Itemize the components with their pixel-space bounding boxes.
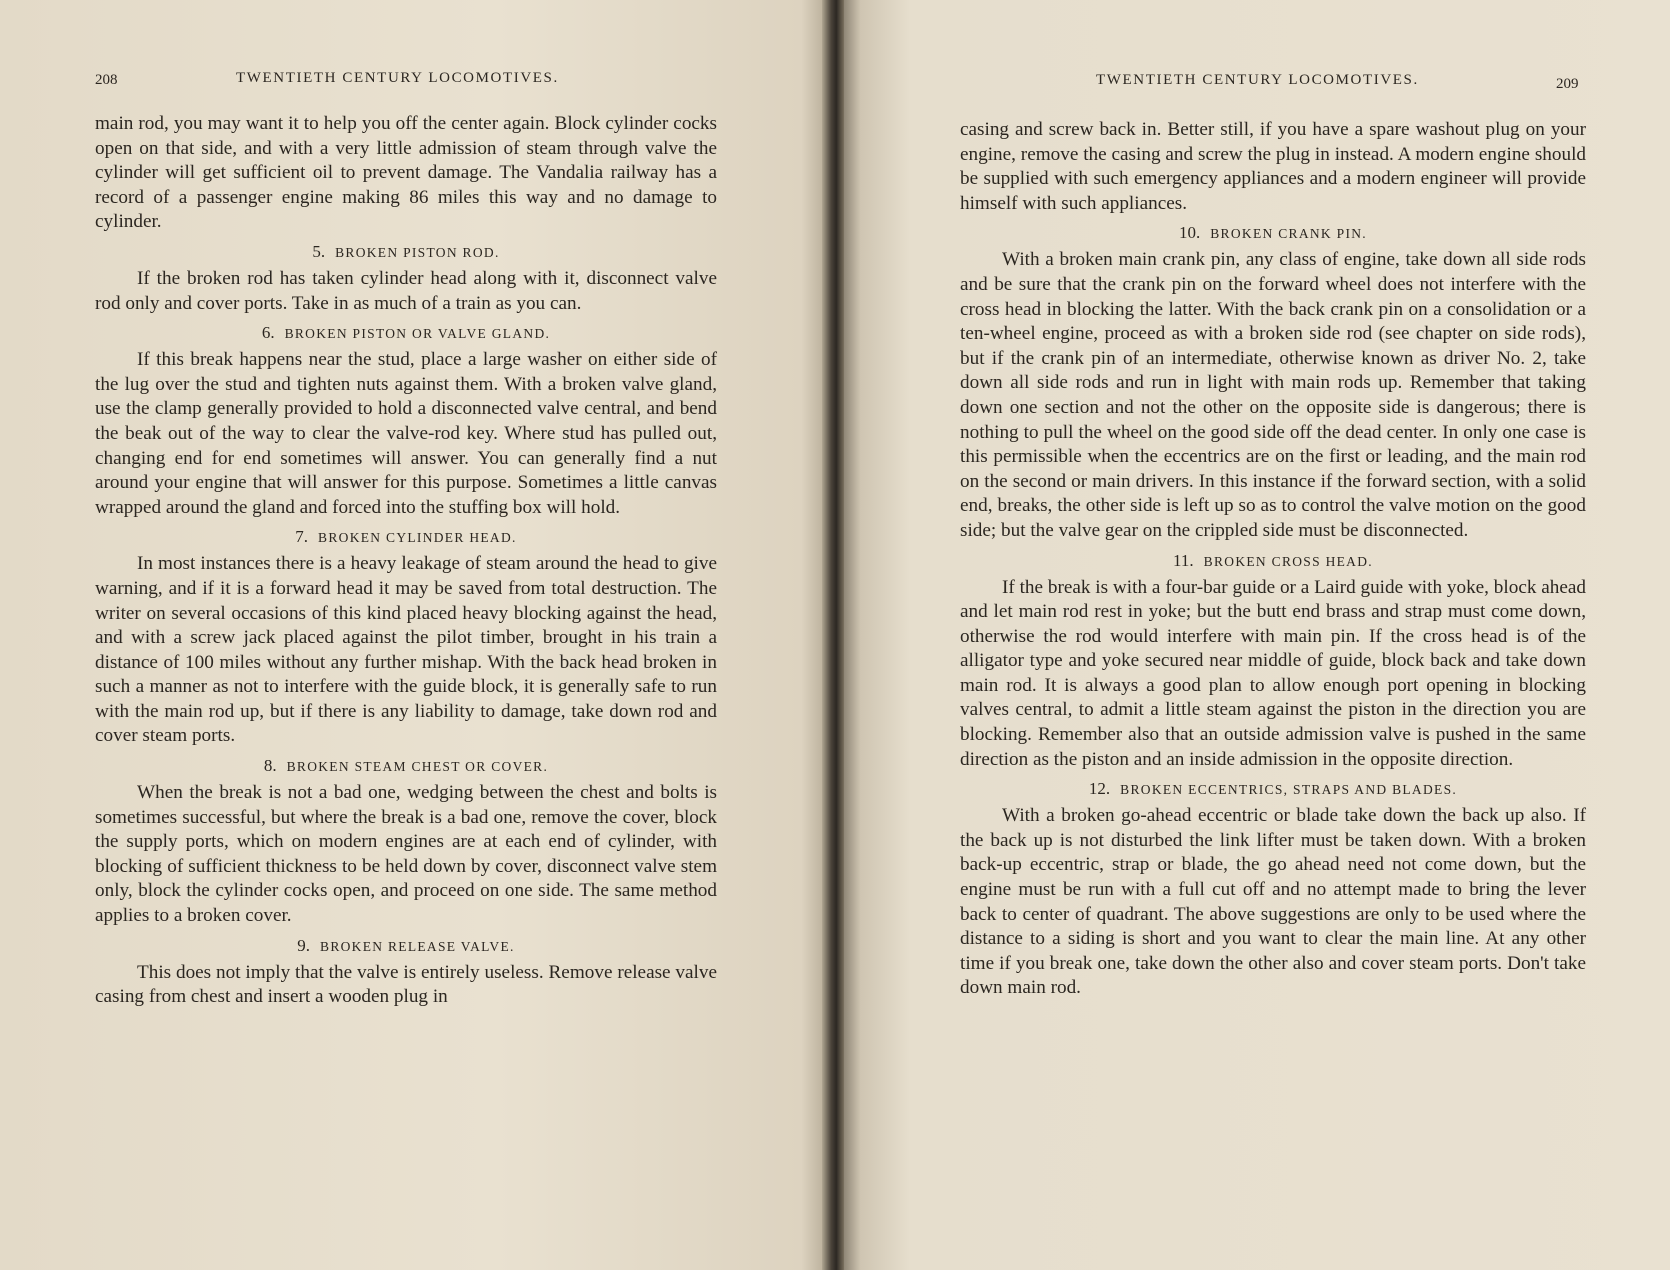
section-number: 6. [261,323,275,343]
section-heading [95,755,717,778]
section-title: BROKEN RELEASE VALVE. [320,938,515,954]
paragraph: With a broken main crank pin, any class of engine, take down all side rods and be sure that the crank pin on the forward wheel does not interfere with the cross head in blocking the latter. With the back crank pin on a consolidation or a ten-wheel engine, proceed as with a broken side rod (see chapter on side rods), but if the crank pin of an intermediate, otherwise known as driver No. 2, take down all side rods and run in light with main rods up. Remember that taking down one section and not the other on the opposite side is dangerous; there is nothing to pull the wheel on the good side off the dead center. In only one case is this permissible when the eccentrics are on the first or leading, and the main rod on the second or main drivers. In this instance if the forward section, with a solid end, breaks, the other side is left up so as to control the valve motion on the good side; but the valve gear on the crippled side must be disconnected. [960,249,1586,541]
paragraph: In most instances there is a heavy leakage of steam around the head to give warning, and if it is a forward head it may be saved from total destruction. The writer on several occasions of this kind placed heavy blocking against the head, and with a screw jack placed against the pilot timber, brought in his train a distance of 100 miles without any further mishap. With the back head broken in such a manner as not to interfere with the guide block, it is generally safe to run with the main rod up, but if there is any liability to damage, take down rod and cover steam ports. [95,553,717,747]
section-title: BROKEN ECCENTRICS, STRAPS AND BLADES. [1120,782,1458,798]
section-number: 11. [1173,550,1194,570]
left-page [0,0,826,1270]
paragraph: With a broken go-ahead eccentric or blade take down the back up also. If the back up is not disturbed the link lifter must be taken down. With a broken back-up eccentric, strap or blade, the go ahead need not come down, but the engine must be run with a full cut off and no attempt made to bring the lever back to center of quadrant. The above suggestions are only to be used where the distance to a siding is short and you want to clear the main line. At any other time if you break one, take down the other also and cover steam ports. Don't take down main rod. [960,805,1586,999]
section-title: BROKEN CYLINDER HEAD. [318,530,517,546]
paragraph: When the break is not a bad one, wedging between the chest and bolts is sometimes successful, but where the break is a bad one, remove the cover, block the supply ports, which on modern engines are at each end of cylinder, with blocking of sufficient thickness to be held down by cover, disconnect valve stem only, block the cylinder cocks open, and proceed on one side. The same method applies to a broken cover. [95,782,717,927]
paragraph: If the broken rod has taken cylinder head along with it, disconnect valve rod only and cover ports. Take in as much of a train as you can. [95,267,717,314]
section-heading [95,241,717,264]
section-heading [95,526,717,549]
section-title: BROKEN CRANK PIN. [1210,226,1367,242]
section-heading [95,935,717,958]
right-page [844,0,1670,1270]
running-head: TWENTIETH CENTURY LOCOMOTIVES. [236,70,559,86]
page-number: 208 [95,72,118,88]
section-heading [960,222,1586,245]
paragraph: If this break happens near the stud, place a large washer on either side of the lug over the stud and tighten nuts against them. With a broken valve gland, use the clamp generally provided to hold a disconnected valve central, and bend the beak out of the way to clear the valve-rod key. Where stud has pulled out, changing end for end sometimes will answer. You can generally find a nut around your engine that will answer for this purpose. Sometimes a little canvas wrapped around the gland and forced into the stuffing box will hold. [95,349,717,518]
section-title: BROKEN CROSS HEAD. [1203,553,1373,569]
page-number: 209 [1556,76,1579,92]
page-body [95,112,717,1010]
section-number: 12. [1088,779,1111,799]
section-title: BROKEN STEAM CHEST OR COVER. [286,759,549,775]
section-number: 5. [312,241,326,261]
paragraph: This does not imply that the valve is entirely useless. Remove release valve casing from chest and insert a wooden plug in [95,961,717,1008]
paragraph: main rod, you may want it to help you off the center again. Block cylinder cocks open on that side, and with a very little admission of steam through valve the cylinder will get sufficient oil to prevent damage. The Vandalia railway has a record of a passenger engine making 86 miles this way and no damage to cylinder. [95,113,717,233]
running-head: TWENTIETH CENTURY LOCOMOTIVES. [1096,72,1419,88]
section-heading [960,778,1586,801]
section-number: 10. [1179,223,1201,243]
paragraph: casing and screw back in. Better still, if you have a spare washout plug on your engine, remove the casing and screw the plug in instead. A modern engine should be supplied with such emergency appliances and a modern engineer will provide himself with such appliances. [960,119,1586,214]
section-number: 8. [263,756,277,776]
section-heading [95,322,717,345]
section-number: 7. [295,527,309,547]
section-title: BROKEN PISTON OR VALVE GLAND. [284,326,551,342]
paragraph: If the break is with a four-bar guide or a Laird guide with yoke, block ahead and let main rod rest in yoke; but the butt end brass and strap must come down, otherwise the rod would interfere with main pin. If the cross head is of the alligator type and yoke secured near middle of guide, block back and take down main rod. It is always a good plan to allow enough port opening in blocking valves central, to admit a little steam against the piston in the direction you are blocking. Remember also that an outside admission valve is pushed in the same direction as the piston and an inside admission in the opposite direction. [960,576,1586,770]
page-body [960,118,1586,1001]
section-number: 9. [297,935,311,955]
section-title: BROKEN PISTON ROD. [335,244,500,260]
section-heading [960,550,1586,573]
